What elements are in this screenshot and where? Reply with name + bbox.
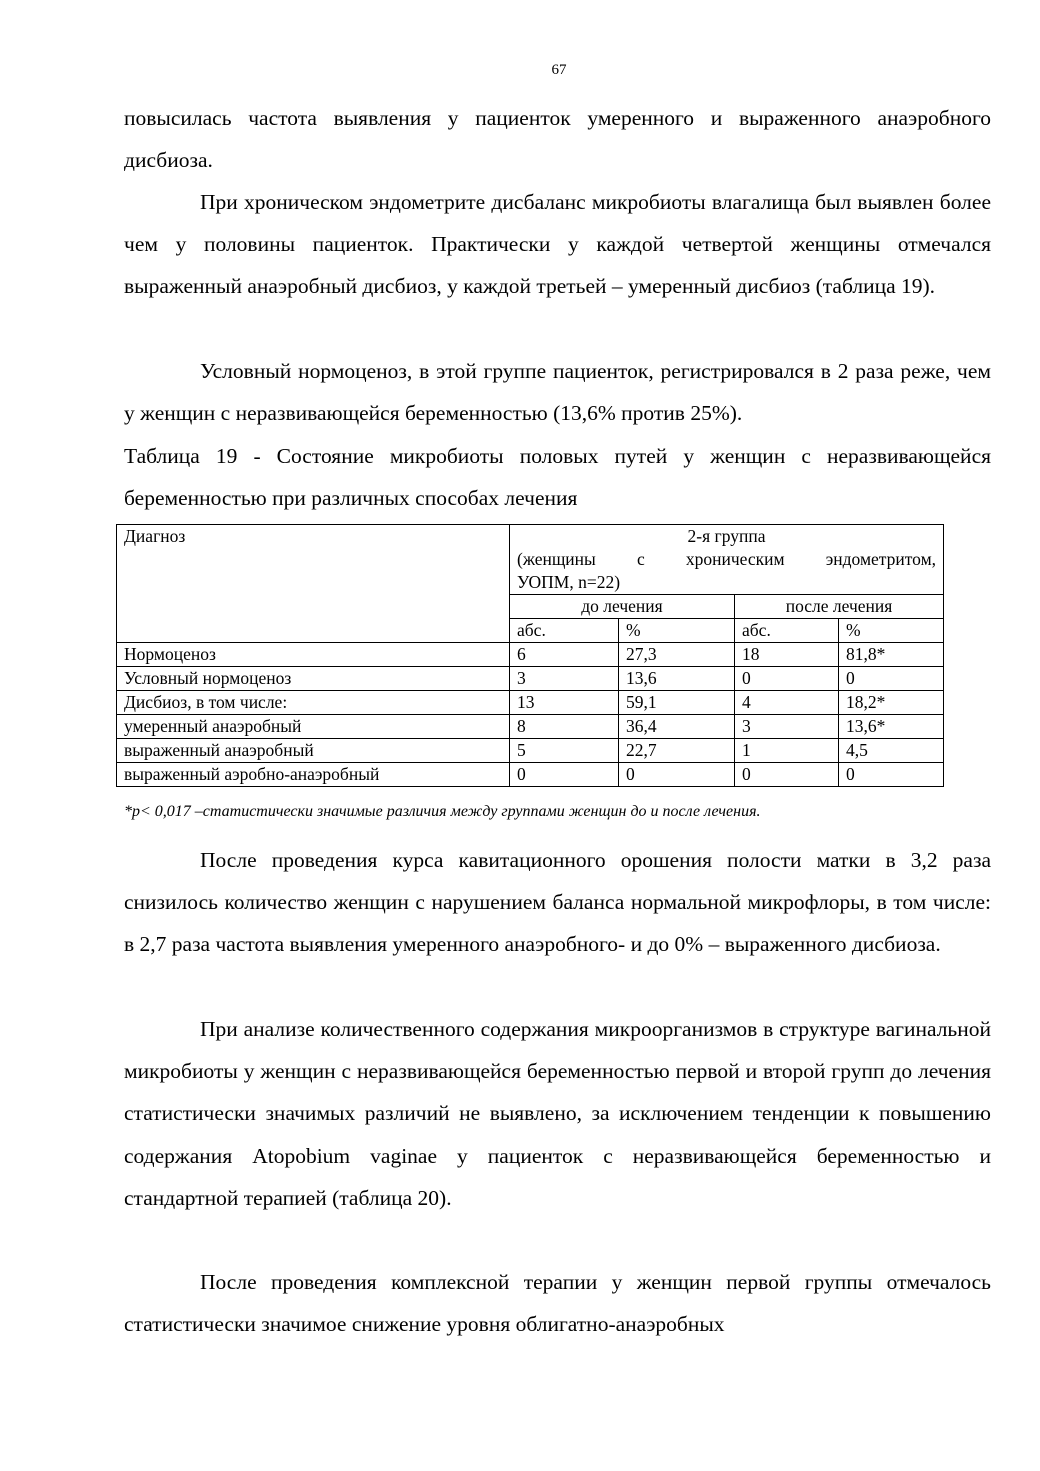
cell-before-abs: 5	[510, 739, 619, 763]
cell-before-abs: 13	[510, 691, 619, 715]
page-number: 67	[551, 62, 567, 78]
cell-after-abs: 18	[735, 643, 839, 667]
header-before-treatment: до лечения	[510, 595, 735, 619]
cell-after-pct: 0	[839, 763, 944, 787]
row-label: выраженный анаэробный	[117, 739, 510, 763]
paragraph-1: повысилась частота выявления у пациенток умеренного и выраженного анаэробного дисбиоза.	[124, 106, 991, 173]
cell-after-abs: 1	[735, 739, 839, 763]
header-diagnosis: Диагноз	[117, 525, 510, 643]
cell-before-abs: 3	[510, 667, 619, 691]
header-after-treatment: после лечения	[735, 595, 944, 619]
cell-before-abs: 0	[510, 763, 619, 787]
paragraph-5: При анализе количественного содержания микроорганизмов в структуре вагинальной микробиоты у женщин с неразвивающейся беременностью первой и второй групп до лечения статистически значимых различий не выявлено, за исключением тенденции к повышению содержания Atopobium vaginae у пациенток с неразвивающейся беременностью и стандартной терапией (таблица 20).	[124, 1017, 991, 1210]
cell-after-pct: 0	[839, 667, 944, 691]
header-group	[510, 525, 944, 595]
paragraph-4: После проведения курса кавитационного орошения полости матки в 3,2 раза снизилось количество женщин с нарушением баланса нормальной микрофлоры, в том числе: в 2,7 раза частота выявления умеренного анаэробного- и до 0% – выраженного дисбиоза.	[124, 848, 991, 957]
row-label: Условный нормоценоз	[117, 667, 510, 691]
table-row	[117, 739, 944, 763]
cell-before-pct: 13,6	[619, 667, 735, 691]
cell-after-pct: 81,8*	[839, 643, 944, 667]
table-row	[117, 691, 944, 715]
table-footnote: *р< 0,017 –статистически значимые различия между группами женщин до и после лечения.	[124, 803, 761, 820]
table-row	[117, 667, 944, 691]
cell-before-abs: 6	[510, 643, 619, 667]
group-title: 2-я группа	[687, 526, 766, 546]
paragraph-2: При хроническом эндометрите дисбаланс микробиоты влагалища был выявлен более чем у половины пациенток. Практически у каждой четвертой женщины отмечался выраженный анаэробный дисбиоз, у каждой третьей – умеренный дисбиоз (таблица 19).	[124, 190, 991, 299]
row-label: умеренный анаэробный	[117, 715, 510, 739]
paragraph-6: После проведения комплексной терапии у женщин первой группы отмечалось статистически значимое снижение уровня облигатно-анаэробных	[124, 1270, 991, 1337]
cell-before-pct: 22,7	[619, 739, 735, 763]
cell-after-abs: 3	[735, 715, 839, 739]
cell-after-pct: 18,2*	[839, 691, 944, 715]
table-row	[117, 643, 944, 667]
group-description-line1: (женщины с хроническим эндометритом,	[517, 549, 937, 569]
table-caption: Таблица 19 - Состояние микробиоты половых путей у женщин с неразвивающейся беременностью при различных способах лечения	[124, 444, 991, 511]
cell-before-pct: 27,3	[619, 643, 735, 667]
cell-before-abs: 8	[510, 715, 619, 739]
cell-before-pct: 36,4	[619, 715, 735, 739]
group-description-line2: УОПМ, n=22)	[517, 572, 621, 592]
cell-after-abs: 0	[735, 763, 839, 787]
cell-before-pct: 0	[619, 763, 735, 787]
data-table	[116, 524, 944, 787]
row-label: Нормоценоз	[117, 643, 510, 667]
cell-after-abs: 0	[735, 667, 839, 691]
table-header-row	[117, 525, 944, 595]
header-before-abs: абс.	[510, 619, 619, 643]
cell-after-pct: 4,5	[839, 739, 944, 763]
paragraph-3: Условный нормоценоз, в этой группе пациенток, регистрировался в 2 раза реже, чем у женщин с неразвивающейся беременностью (13,6% против 25%).	[124, 359, 991, 426]
table-row	[117, 763, 944, 787]
header-before-pct: %	[619, 619, 735, 643]
cell-after-pct: 13,6*	[839, 715, 944, 739]
header-after-abs: абс.	[735, 619, 839, 643]
table-row	[117, 715, 944, 739]
row-label: Дисбиоз, в том числе:	[117, 691, 510, 715]
header-after-pct: %	[839, 619, 944, 643]
cell-before-pct: 59,1	[619, 691, 735, 715]
cell-after-abs: 4	[735, 691, 839, 715]
row-label: выраженный аэробно-анаэробный	[117, 763, 510, 787]
